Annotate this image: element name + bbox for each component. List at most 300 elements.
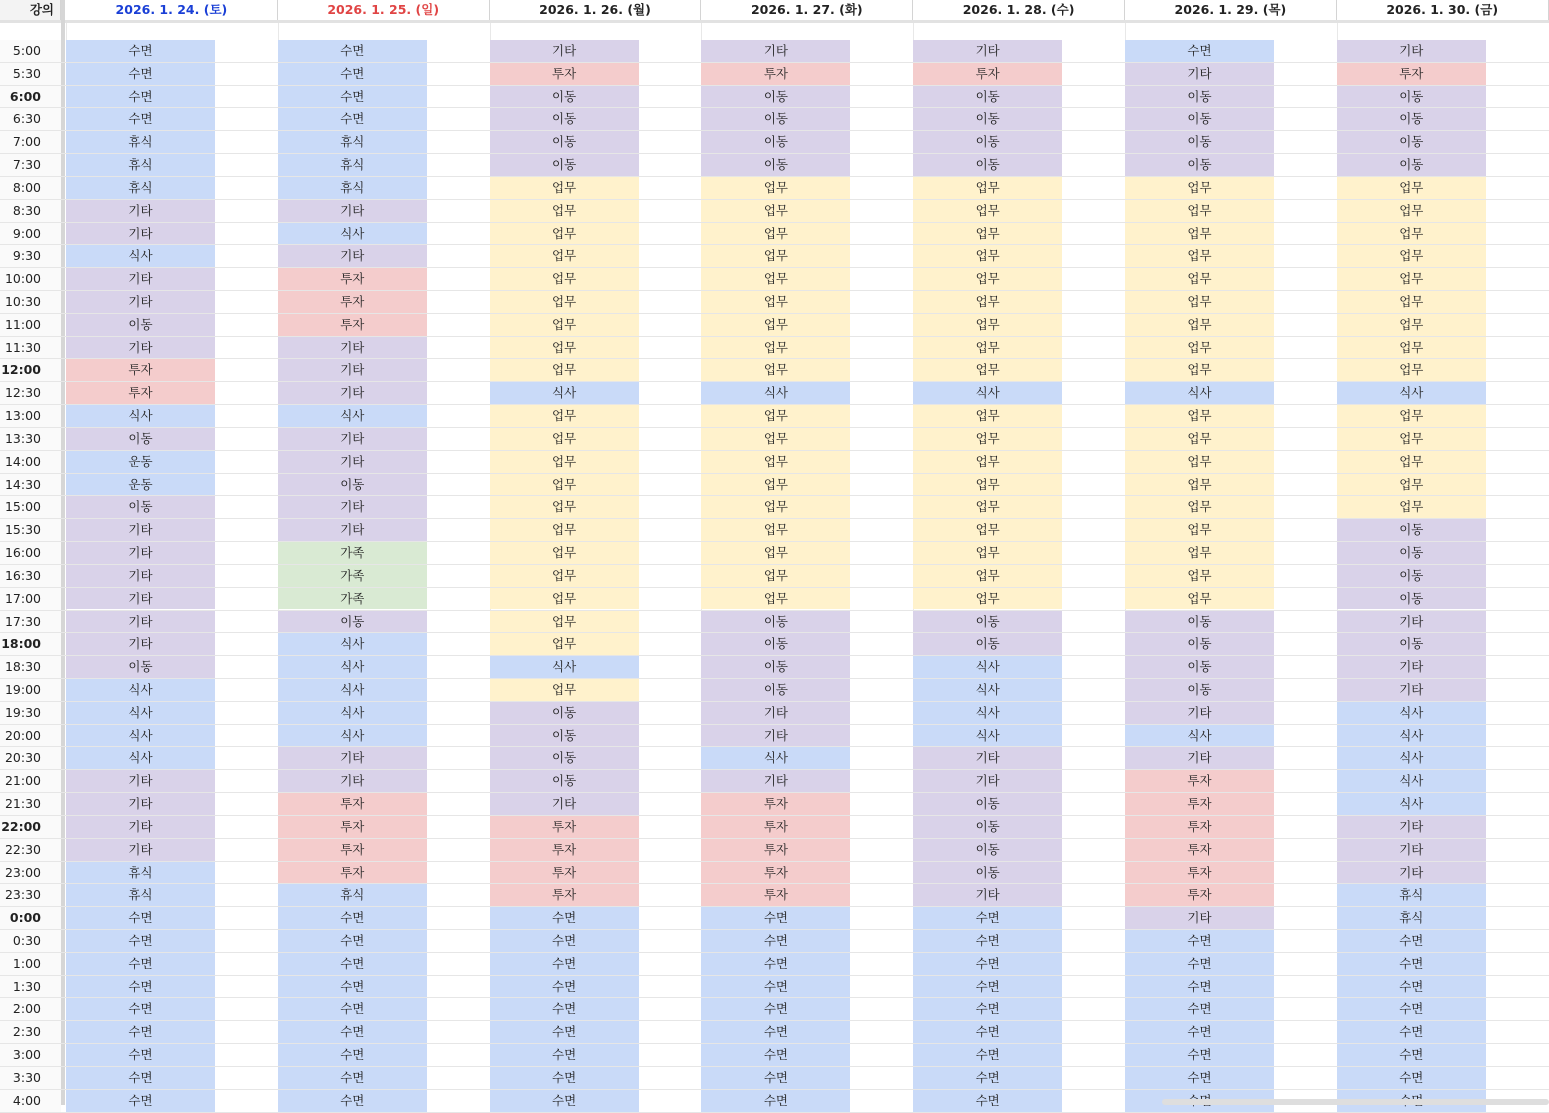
schedule-cell[interactable]: 이동 xyxy=(913,633,1062,655)
schedule-cell[interactable]: 투자 xyxy=(1125,816,1274,838)
schedule-cell[interactable]: 이동 xyxy=(913,839,1062,861)
schedule-cell[interactable]: 업무 xyxy=(701,245,850,267)
schedule-cell[interactable]: 수면 xyxy=(66,40,215,62)
schedule-cell[interactable]: 업무 xyxy=(913,223,1062,245)
schedule-cell[interactable]: 기타 xyxy=(1337,611,1486,633)
schedule-cell[interactable]: 업무 xyxy=(1125,405,1274,427)
schedule-cell[interactable]: 투자 xyxy=(278,839,427,861)
schedule-cell[interactable]: 이동 xyxy=(1337,633,1486,655)
day-header-5[interactable]: 2026. 1. 28. (수) xyxy=(913,0,1125,20)
schedule-cell[interactable]: 수면 xyxy=(278,1021,427,1043)
schedule-cell[interactable]: 식사 xyxy=(701,747,850,769)
schedule-cell[interactable]: 수면 xyxy=(913,953,1062,975)
schedule-cell[interactable]: 이동 xyxy=(278,474,427,496)
schedule-cell[interactable]: 투자 xyxy=(490,884,639,906)
schedule-cell[interactable]: 운동 xyxy=(66,451,215,473)
schedule-cell[interactable]: 휴식 xyxy=(1337,884,1486,906)
schedule-cell[interactable]: 투자 xyxy=(278,816,427,838)
schedule-cell[interactable]: 식사 xyxy=(913,382,1062,404)
schedule-cell[interactable]: 업무 xyxy=(913,565,1062,587)
schedule-cell[interactable]: 투자 xyxy=(278,291,427,313)
schedule-cell[interactable]: 업무 xyxy=(490,268,639,290)
schedule-cell[interactable]: 업무 xyxy=(913,542,1062,564)
schedule-cell[interactable]: 수면 xyxy=(490,1090,639,1112)
schedule-cell[interactable]: 업무 xyxy=(1125,337,1274,359)
schedule-cell[interactable]: 수면 xyxy=(490,1067,639,1089)
schedule-cell[interactable]: 기타 xyxy=(66,291,215,313)
schedule-cell[interactable]: 이동 xyxy=(490,108,639,130)
schedule-cell[interactable]: 휴식 xyxy=(66,884,215,906)
schedule-cell[interactable]: 가족 xyxy=(278,588,427,610)
schedule-cell[interactable]: 이동 xyxy=(1337,131,1486,153)
schedule-cell[interactable]: 업무 xyxy=(701,451,850,473)
schedule-cell[interactable]: 업무 xyxy=(913,451,1062,473)
schedule-cell[interactable]: 수면 xyxy=(913,976,1062,998)
schedule-cell[interactable]: 수면 xyxy=(66,1044,215,1066)
schedule-cell[interactable]: 이동 xyxy=(1125,611,1274,633)
schedule-cell[interactable]: 기타 xyxy=(66,611,215,633)
schedule-cell[interactable]: 업무 xyxy=(913,519,1062,541)
schedule-cell[interactable]: 식사 xyxy=(913,656,1062,678)
schedule-cell[interactable]: 수면 xyxy=(701,976,850,998)
schedule-cell[interactable]: 수면 xyxy=(278,976,427,998)
schedule-cell[interactable]: 투자 xyxy=(1125,770,1274,792)
schedule-cell[interactable]: 휴식 xyxy=(278,884,427,906)
schedule-cell[interactable]: 업무 xyxy=(701,519,850,541)
schedule-cell[interactable]: 이동 xyxy=(1125,633,1274,655)
schedule-cell[interactable]: 업무 xyxy=(490,245,639,267)
schedule-cell[interactable]: 업무 xyxy=(913,428,1062,450)
schedule-cell[interactable]: 업무 xyxy=(1125,565,1274,587)
schedule-cell[interactable]: 식사 xyxy=(66,405,215,427)
schedule-cell[interactable]: 투자 xyxy=(490,839,639,861)
schedule-cell[interactable]: 업무 xyxy=(701,268,850,290)
schedule-cell[interactable]: 업무 xyxy=(1125,177,1274,199)
schedule-cell[interactable]: 식사 xyxy=(278,702,427,724)
schedule-cell[interactable]: 이동 xyxy=(490,86,639,108)
schedule-cell[interactable]: 수면 xyxy=(1125,998,1274,1020)
schedule-cell[interactable]: 수면 xyxy=(913,1067,1062,1089)
schedule-cell[interactable]: 식사 xyxy=(913,679,1062,701)
schedule-cell[interactable]: 업무 xyxy=(913,359,1062,381)
schedule-cell[interactable]: 이동 xyxy=(701,108,850,130)
schedule-cell[interactable]: 업무 xyxy=(1125,314,1274,336)
schedule-cell[interactable]: 수면 xyxy=(278,1067,427,1089)
schedule-cell[interactable]: 투자 xyxy=(66,359,215,381)
schedule-cell[interactable]: 투자 xyxy=(66,382,215,404)
schedule-cell[interactable]: 이동 xyxy=(913,816,1062,838)
schedule-cell[interactable]: 업무 xyxy=(913,337,1062,359)
schedule-cell[interactable]: 식사 xyxy=(490,382,639,404)
schedule-cell[interactable]: 기타 xyxy=(66,770,215,792)
schedule-cell[interactable]: 기타 xyxy=(1125,63,1274,85)
schedule-cell[interactable]: 식사 xyxy=(278,679,427,701)
schedule-cell[interactable]: 업무 xyxy=(701,337,850,359)
schedule-cell[interactable]: 이동 xyxy=(1337,154,1486,176)
schedule-cell[interactable]: 가족 xyxy=(278,542,427,564)
schedule-cell[interactable]: 기타 xyxy=(66,337,215,359)
schedule-cell[interactable]: 수면 xyxy=(913,1044,1062,1066)
schedule-cell[interactable]: 기타 xyxy=(1337,40,1486,62)
schedule-cell[interactable]: 업무 xyxy=(1125,200,1274,222)
schedule-cell[interactable]: 휴식 xyxy=(278,154,427,176)
schedule-cell[interactable]: 이동 xyxy=(701,633,850,655)
schedule-cell[interactable]: 식사 xyxy=(1337,382,1486,404)
schedule-cell[interactable]: 수면 xyxy=(1125,930,1274,952)
schedule-cell[interactable]: 업무 xyxy=(1125,474,1274,496)
schedule-cell[interactable]: 이동 xyxy=(913,154,1062,176)
schedule-cell[interactable]: 업무 xyxy=(701,223,850,245)
schedule-cell[interactable]: 수면 xyxy=(1337,1044,1486,1066)
schedule-cell[interactable]: 식사 xyxy=(1337,702,1486,724)
schedule-cell[interactable]: 이동 xyxy=(1125,154,1274,176)
schedule-cell[interactable]: 업무 xyxy=(490,542,639,564)
horizontal-scrollbar[interactable] xyxy=(1162,1099,1549,1105)
schedule-cell[interactable]: 업무 xyxy=(913,405,1062,427)
schedule-cell[interactable]: 업무 xyxy=(1337,405,1486,427)
schedule-cell[interactable]: 투자 xyxy=(278,268,427,290)
schedule-cell[interactable]: 수면 xyxy=(1337,953,1486,975)
schedule-cell[interactable]: 이동 xyxy=(1337,542,1486,564)
schedule-cell[interactable]: 투자 xyxy=(278,862,427,884)
schedule-cell[interactable]: 수면 xyxy=(701,1067,850,1089)
schedule-cell[interactable]: 이동 xyxy=(701,679,850,701)
schedule-cell[interactable]: 기타 xyxy=(913,770,1062,792)
schedule-cell[interactable]: 업무 xyxy=(1337,223,1486,245)
day-header-4[interactable]: 2026. 1. 27. (화) xyxy=(701,0,913,20)
schedule-cell[interactable]: 업무 xyxy=(490,496,639,518)
schedule-cell[interactable]: 기타 xyxy=(278,519,427,541)
schedule-cell[interactable]: 업무 xyxy=(1337,337,1486,359)
schedule-cell[interactable]: 수면 xyxy=(701,930,850,952)
schedule-cell[interactable]: 식사 xyxy=(1125,725,1274,747)
schedule-cell[interactable]: 수면 xyxy=(490,998,639,1020)
schedule-cell[interactable]: 식사 xyxy=(701,382,850,404)
schedule-cell[interactable]: 이동 xyxy=(66,428,215,450)
schedule-cell[interactable]: 업무 xyxy=(1125,428,1274,450)
day-header-2[interactable]: 2026. 1. 25. (일) xyxy=(278,0,490,20)
schedule-cell[interactable]: 기타 xyxy=(1337,839,1486,861)
schedule-cell[interactable]: 이동 xyxy=(490,702,639,724)
schedule-cell[interactable]: 업무 xyxy=(490,588,639,610)
schedule-cell[interactable]: 수면 xyxy=(490,1044,639,1066)
schedule-cell[interactable]: 식사 xyxy=(278,223,427,245)
schedule-cell[interactable]: 수면 xyxy=(1125,976,1274,998)
schedule-cell[interactable]: 이동 xyxy=(701,656,850,678)
schedule-cell[interactable]: 업무 xyxy=(1125,496,1274,518)
schedule-cell[interactable]: 업무 xyxy=(490,359,639,381)
schedule-cell[interactable]: 업무 xyxy=(1125,291,1274,313)
schedule-cell[interactable]: 기타 xyxy=(701,725,850,747)
schedule-cell[interactable]: 수면 xyxy=(913,1021,1062,1043)
schedule-cell[interactable]: 수면 xyxy=(1125,953,1274,975)
schedule-cell[interactable]: 업무 xyxy=(913,177,1062,199)
schedule-cell[interactable]: 수면 xyxy=(278,953,427,975)
schedule-cell[interactable]: 이동 xyxy=(490,154,639,176)
schedule-cell[interactable]: 수면 xyxy=(1125,1067,1274,1089)
schedule-cell[interactable]: 업무 xyxy=(1337,474,1486,496)
schedule-cell[interactable]: 수면 xyxy=(701,998,850,1020)
schedule-cell[interactable]: 투자 xyxy=(278,793,427,815)
schedule-cell[interactable]: 기타 xyxy=(278,496,427,518)
schedule-cell[interactable]: 기타 xyxy=(66,565,215,587)
schedule-cell[interactable]: 업무 xyxy=(1337,314,1486,336)
schedule-cell[interactable]: 수면 xyxy=(913,907,1062,929)
schedule-cell[interactable]: 업무 xyxy=(1125,223,1274,245)
schedule-cell[interactable]: 업무 xyxy=(1125,245,1274,267)
schedule-cell[interactable]: 수면 xyxy=(278,1044,427,1066)
schedule-cell[interactable]: 수면 xyxy=(701,1044,850,1066)
schedule-cell[interactable]: 수면 xyxy=(278,998,427,1020)
schedule-cell[interactable]: 업무 xyxy=(913,245,1062,267)
schedule-cell[interactable]: 기타 xyxy=(913,747,1062,769)
schedule-cell[interactable]: 업무 xyxy=(490,679,639,701)
schedule-cell[interactable]: 운동 xyxy=(66,474,215,496)
schedule-cell[interactable]: 기타 xyxy=(1337,679,1486,701)
schedule-cell[interactable]: 업무 xyxy=(701,428,850,450)
schedule-cell[interactable]: 투자 xyxy=(701,793,850,815)
schedule-cell[interactable]: 투자 xyxy=(913,63,1062,85)
schedule-cell[interactable]: 기타 xyxy=(66,200,215,222)
schedule-cell[interactable]: 기타 xyxy=(66,793,215,815)
schedule-cell[interactable]: 업무 xyxy=(490,337,639,359)
schedule-cell[interactable]: 업무 xyxy=(701,291,850,313)
schedule-cell[interactable]: 기타 xyxy=(1125,747,1274,769)
schedule-cell[interactable]: 업무 xyxy=(701,496,850,518)
day-header-3[interactable]: 2026. 1. 26. (월) xyxy=(490,0,702,20)
schedule-cell[interactable]: 업무 xyxy=(701,542,850,564)
schedule-cell[interactable]: 휴식 xyxy=(66,862,215,884)
schedule-cell[interactable]: 수면 xyxy=(278,40,427,62)
day-header-7[interactable]: 2026. 1. 30. (금) xyxy=(1337,0,1549,20)
schedule-cell[interactable]: 업무 xyxy=(490,405,639,427)
schedule-cell[interactable]: 업무 xyxy=(1337,200,1486,222)
schedule-cell[interactable]: 휴식 xyxy=(1337,907,1486,929)
schedule-cell[interactable]: 가족 xyxy=(278,565,427,587)
schedule-cell[interactable]: 수면 xyxy=(66,998,215,1020)
schedule-cell[interactable]: 업무 xyxy=(490,633,639,655)
schedule-cell[interactable]: 식사 xyxy=(913,702,1062,724)
schedule-cell[interactable]: 투자 xyxy=(278,314,427,336)
schedule-cell[interactable]: 투자 xyxy=(701,884,850,906)
schedule-cell[interactable]: 기타 xyxy=(278,451,427,473)
schedule-cell[interactable]: 업무 xyxy=(913,291,1062,313)
schedule-cell[interactable]: 투자 xyxy=(490,816,639,838)
schedule-cell[interactable]: 기타 xyxy=(278,382,427,404)
schedule-cell[interactable]: 식사 xyxy=(66,702,215,724)
schedule-cell[interactable]: 기타 xyxy=(66,839,215,861)
schedule-cell[interactable]: 식사 xyxy=(1337,793,1486,815)
schedule-cell[interactable]: 투자 xyxy=(1337,63,1486,85)
schedule-cell[interactable]: 수면 xyxy=(66,907,215,929)
schedule-cell[interactable]: 업무 xyxy=(490,314,639,336)
day-header-1[interactable]: 2026. 1. 24. (토) xyxy=(66,0,278,20)
schedule-cell[interactable]: 이동 xyxy=(913,108,1062,130)
schedule-cell[interactable]: 휴식 xyxy=(66,131,215,153)
schedule-cell[interactable]: 이동 xyxy=(490,770,639,792)
schedule-cell[interactable]: 식사 xyxy=(66,747,215,769)
schedule-cell[interactable]: 이동 xyxy=(701,154,850,176)
schedule-cell[interactable]: 수면 xyxy=(913,998,1062,1020)
schedule-cell[interactable]: 업무 xyxy=(701,200,850,222)
schedule-cell[interactable]: 수면 xyxy=(490,930,639,952)
schedule-cell[interactable]: 이동 xyxy=(1337,108,1486,130)
schedule-cell[interactable]: 이동 xyxy=(1337,565,1486,587)
schedule-cell[interactable]: 업무 xyxy=(913,474,1062,496)
schedule-cell[interactable]: 이동 xyxy=(1337,86,1486,108)
schedule-cell[interactable]: 이동 xyxy=(278,611,427,633)
schedule-cell[interactable]: 휴식 xyxy=(278,131,427,153)
schedule-cell[interactable]: 이동 xyxy=(490,747,639,769)
schedule-cell[interactable]: 수면 xyxy=(1125,40,1274,62)
schedule-cell[interactable]: 수면 xyxy=(1337,1021,1486,1043)
schedule-cell[interactable]: 업무 xyxy=(490,177,639,199)
schedule-cell[interactable]: 업무 xyxy=(1125,451,1274,473)
schedule-cell[interactable]: 기타 xyxy=(913,884,1062,906)
schedule-cell[interactable]: 식사 xyxy=(278,725,427,747)
schedule-cell[interactable]: 수면 xyxy=(278,1090,427,1112)
schedule-cell[interactable]: 식사 xyxy=(913,725,1062,747)
schedule-cell[interactable]: 업무 xyxy=(913,268,1062,290)
schedule-cell[interactable]: 업무 xyxy=(913,496,1062,518)
schedule-cell[interactable]: 업무 xyxy=(1125,519,1274,541)
schedule-cell[interactable]: 이동 xyxy=(701,611,850,633)
schedule-cell[interactable]: 업무 xyxy=(490,291,639,313)
schedule-cell[interactable]: 수면 xyxy=(490,907,639,929)
schedule-cell[interactable]: 업무 xyxy=(490,519,639,541)
schedule-cell[interactable]: 업무 xyxy=(1337,177,1486,199)
schedule-cell[interactable]: 이동 xyxy=(1337,588,1486,610)
schedule-cell[interactable]: 기타 xyxy=(1337,816,1486,838)
schedule-cell[interactable]: 업무 xyxy=(1337,268,1486,290)
schedule-cell[interactable]: 이동 xyxy=(913,611,1062,633)
schedule-cell[interactable]: 이동 xyxy=(701,86,850,108)
schedule-cell[interactable]: 수면 xyxy=(701,953,850,975)
schedule-cell[interactable]: 수면 xyxy=(490,976,639,998)
schedule-cell[interactable]: 식사 xyxy=(278,656,427,678)
schedule-cell[interactable]: 이동 xyxy=(1125,86,1274,108)
schedule-cell[interactable]: 기타 xyxy=(278,747,427,769)
schedule-cell[interactable]: 이동 xyxy=(1125,108,1274,130)
schedule-cell[interactable]: 업무 xyxy=(1337,428,1486,450)
schedule-cell[interactable]: 업무 xyxy=(1125,542,1274,564)
schedule-cell[interactable]: 수면 xyxy=(66,108,215,130)
schedule-cell[interactable]: 투자 xyxy=(490,63,639,85)
schedule-cell[interactable]: 기타 xyxy=(66,588,215,610)
schedule-cell[interactable]: 업무 xyxy=(1125,268,1274,290)
schedule-cell[interactable]: 수면 xyxy=(66,953,215,975)
schedule-cell[interactable]: 투자 xyxy=(1125,884,1274,906)
schedule-cell[interactable]: 식사 xyxy=(1337,725,1486,747)
schedule-cell[interactable]: 기타 xyxy=(278,200,427,222)
schedule-cell[interactable]: 이동 xyxy=(913,862,1062,884)
schedule-cell[interactable]: 업무 xyxy=(913,314,1062,336)
schedule-cell[interactable]: 수면 xyxy=(490,1021,639,1043)
schedule-cell[interactable]: 기타 xyxy=(1337,656,1486,678)
schedule-cell[interactable]: 이동 xyxy=(66,314,215,336)
schedule-cell[interactable]: 업무 xyxy=(1337,496,1486,518)
schedule-cell[interactable]: 기타 xyxy=(278,337,427,359)
schedule-cell[interactable]: 기타 xyxy=(66,542,215,564)
schedule-cell[interactable]: 투자 xyxy=(1125,862,1274,884)
schedule-cell[interactable]: 기타 xyxy=(913,40,1062,62)
schedule-cell[interactable]: 수면 xyxy=(1337,930,1486,952)
schedule-cell[interactable]: 이동 xyxy=(913,86,1062,108)
schedule-cell[interactable]: 기타 xyxy=(66,633,215,655)
schedule-cell[interactable]: 기타 xyxy=(278,245,427,267)
schedule-cell[interactable]: 업무 xyxy=(701,405,850,427)
schedule-cell[interactable]: 기타 xyxy=(66,816,215,838)
schedule-cell[interactable]: 기타 xyxy=(490,40,639,62)
schedule-cell[interactable]: 기타 xyxy=(1125,702,1274,724)
schedule-cell[interactable]: 이동 xyxy=(913,131,1062,153)
schedule-cell[interactable]: 이동 xyxy=(1125,679,1274,701)
schedule-cell[interactable]: 수면 xyxy=(66,1090,215,1112)
schedule-cell[interactable]: 수면 xyxy=(701,1021,850,1043)
schedule-cell[interactable]: 휴식 xyxy=(278,177,427,199)
schedule-cell[interactable]: 기타 xyxy=(701,770,850,792)
schedule-cell[interactable]: 기타 xyxy=(66,268,215,290)
schedule-cell[interactable]: 식사 xyxy=(1337,747,1486,769)
schedule-cell[interactable]: 수면 xyxy=(66,1021,215,1043)
schedule-cell[interactable]: 휴식 xyxy=(66,177,215,199)
schedule-cell[interactable]: 업무 xyxy=(701,177,850,199)
schedule-cell[interactable]: 수면 xyxy=(490,953,639,975)
schedule-cell[interactable]: 업무 xyxy=(913,588,1062,610)
schedule-cell[interactable]: 이동 xyxy=(66,656,215,678)
schedule-cell[interactable]: 투자 xyxy=(701,816,850,838)
schedule-cell[interactable]: 기타 xyxy=(66,519,215,541)
day-header-6[interactable]: 2026. 1. 29. (목) xyxy=(1125,0,1337,20)
schedule-cell[interactable]: 업무 xyxy=(1125,588,1274,610)
schedule-cell[interactable]: 식사 xyxy=(490,656,639,678)
schedule-cell[interactable]: 업무 xyxy=(913,200,1062,222)
schedule-cell[interactable]: 이동 xyxy=(1125,656,1274,678)
schedule-cell[interactable]: 식사 xyxy=(278,405,427,427)
schedule-cell[interactable]: 수면 xyxy=(1337,998,1486,1020)
schedule-cell[interactable]: 기타 xyxy=(278,359,427,381)
schedule-cell[interactable]: 업무 xyxy=(490,474,639,496)
schedule-cell[interactable]: 업무 xyxy=(701,359,850,381)
schedule-cell[interactable]: 수면 xyxy=(278,930,427,952)
schedule-cell[interactable]: 이동 xyxy=(701,131,850,153)
schedule-cell[interactable]: 수면 xyxy=(66,976,215,998)
schedule-cell[interactable]: 수면 xyxy=(913,1090,1062,1112)
schedule-cell[interactable]: 투자 xyxy=(1125,839,1274,861)
schedule-cell[interactable]: 수면 xyxy=(913,930,1062,952)
schedule-cell[interactable]: 기타 xyxy=(490,793,639,815)
schedule-cell[interactable]: 이동 xyxy=(66,496,215,518)
schedule-cell[interactable]: 기타 xyxy=(1125,907,1274,929)
schedule-cell[interactable]: 휴식 xyxy=(66,154,215,176)
schedule-cell[interactable]: 업무 xyxy=(1337,451,1486,473)
schedule-cell[interactable]: 업무 xyxy=(1125,359,1274,381)
schedule-cell[interactable]: 수면 xyxy=(278,907,427,929)
schedule-cell[interactable]: 업무 xyxy=(490,565,639,587)
schedule-cell[interactable]: 업무 xyxy=(701,314,850,336)
schedule-cell[interactable]: 식사 xyxy=(66,725,215,747)
schedule-cell[interactable]: 수면 xyxy=(66,63,215,85)
schedule-cell[interactable]: 업무 xyxy=(701,588,850,610)
schedule-cell[interactable]: 수면 xyxy=(278,86,427,108)
schedule-cell[interactable]: 기타 xyxy=(278,770,427,792)
schedule-cell[interactable]: 수면 xyxy=(701,907,850,929)
schedule-cell[interactable]: 수면 xyxy=(1125,1044,1274,1066)
schedule-cell[interactable]: 수면 xyxy=(66,930,215,952)
schedule-cell[interactable]: 업무 xyxy=(1337,291,1486,313)
schedule-cell[interactable]: 기타 xyxy=(66,223,215,245)
schedule-cell[interactable]: 이동 xyxy=(913,793,1062,815)
